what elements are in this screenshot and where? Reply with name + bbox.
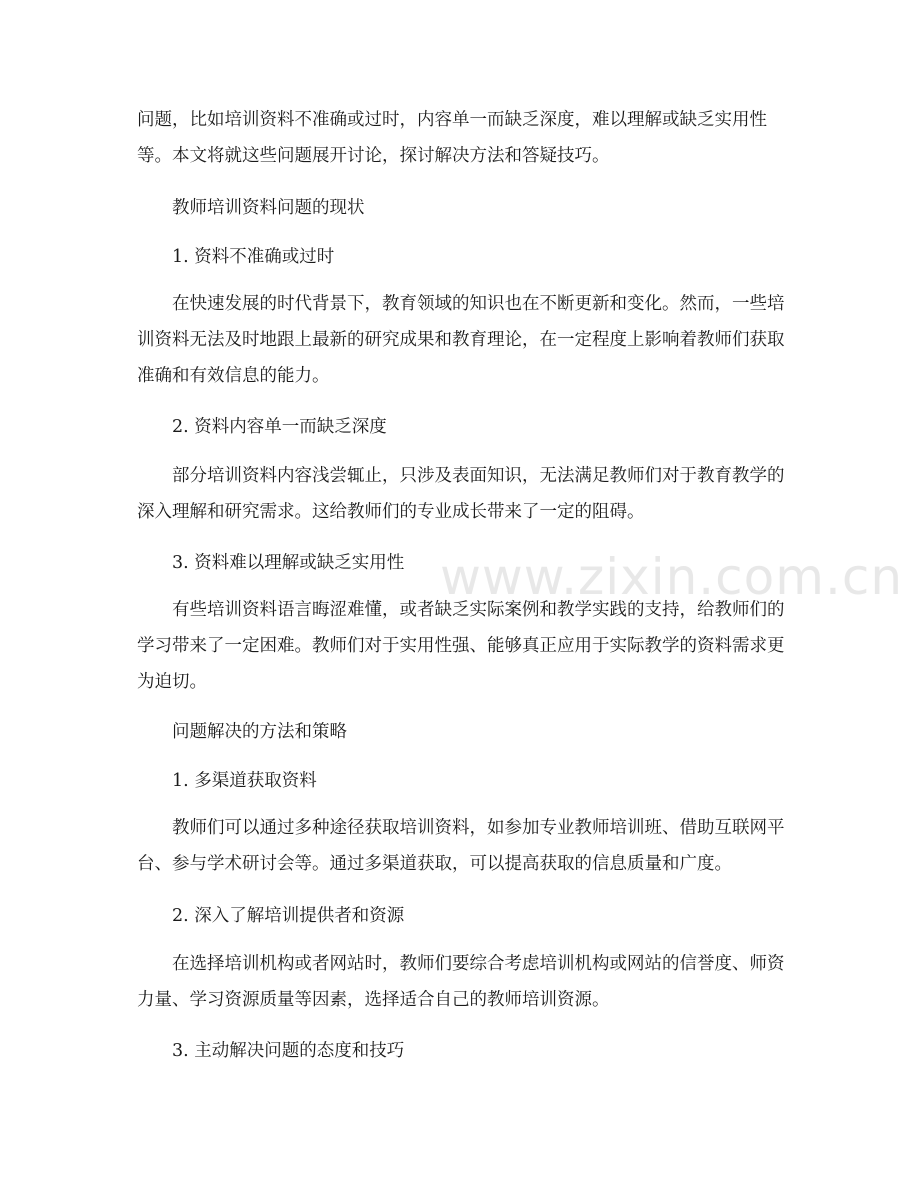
paragraph-multichannel: 教师们可以通过多种途径获取培训资料，如参加专业教师培训班、借助互联网平台、参与学术研讨会等。通过多渠道获取，可以提高获取的信息质量和广度。: [137, 818, 785, 874]
subheading-inaccurate: 1. 资料不准确或过时: [172, 247, 335, 267]
paragraph-impractical: 有些培训资料语言晦涩难懂，或者缺乏实际案例和教学实践的支持，给教师们的学习带来了一定困难。教师们对于实用性强、能够真正应用于实际教学的资料需求更为迫切。: [137, 600, 785, 692]
subheading-impractical: 3. 资料难以理解或缺乏实用性: [172, 553, 405, 573]
subheading-providers: 2. 深入了解培训提供者和资源: [172, 906, 405, 926]
section-heading-solutions: 问题解决的方法和策略: [172, 722, 347, 742]
subheading-shallow: 2. 资料内容单一而缺乏深度: [172, 417, 387, 437]
intro-paragraph: 问题，比如培训资料不准确或过时，内容单一而缺乏深度，难以理解或缺乏实用性等。本文将就这些问题展开讨论，探讨解决方法和答疑技巧。: [137, 110, 767, 166]
paragraph-inaccurate: 在快速发展的时代背景下，教育领域的知识也在不断更新和变化。然而，一些培训资料无法及时地跟上最新的研究成果和教育理论，在一定程度上影响着教师们获取准确和有效信息的能力。: [137, 294, 785, 386]
paragraph-providers: 在选择培训机构或者网站时，教师们要综合考虑培训机构或网站的信誉度、师资力量、学习资源质量等因素，选择适合自己的教师培训资源。: [137, 954, 785, 1010]
section-heading-status: 教师培训资料问题的现状: [172, 198, 365, 218]
watermark: www.zixin.com.cn: [440, 548, 904, 606]
paragraph-shallow: 部分培训资料内容浅尝辄止，只涉及表面知识，无法满足教师们对于教育教学的深入理解和研究需求。这给教师们的专业成长带来了一定的阻碍。: [137, 466, 785, 522]
subheading-attitude: 3. 主动解决问题的态度和技巧: [172, 1041, 405, 1061]
subheading-multichannel: 1. 多渠道获取资料: [172, 771, 317, 791]
